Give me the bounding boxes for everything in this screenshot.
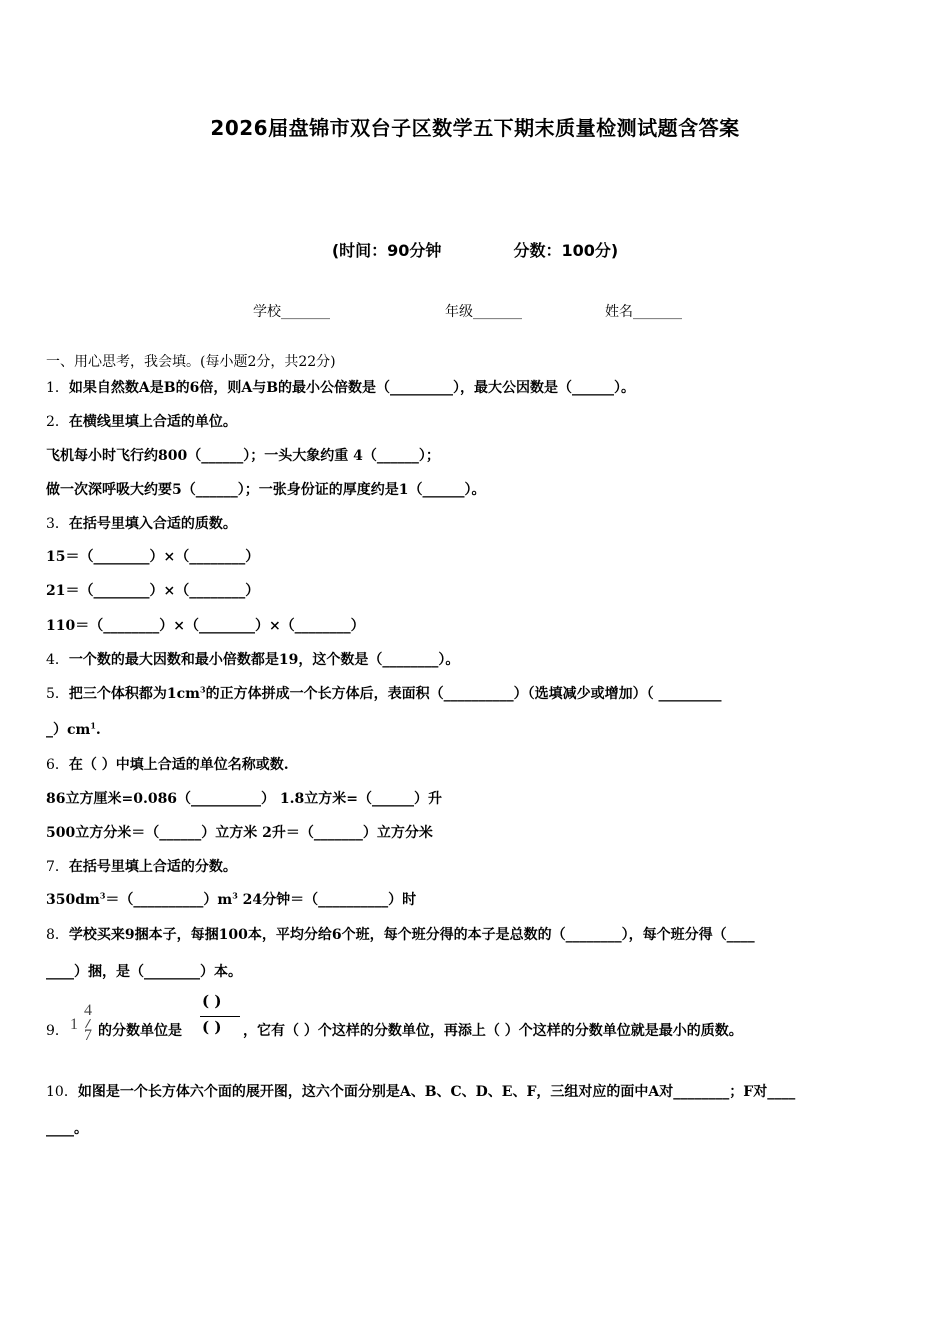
question-text: 350dm (46, 892, 100, 908)
question-5 (46, 683, 721, 703)
question-10-line-2: ____。 (46, 1121, 88, 1137)
question-number: 7． (46, 859, 69, 875)
question-text: ＝（__________）m (105, 892, 233, 908)
mixed-denominator: 7 (84, 1027, 92, 1044)
question-text: 在（ ）中填上合适的单位名称或数. (68, 757, 289, 773)
question-number: 10． (46, 1084, 78, 1100)
question-2-line-2: 做一次深呼吸大约要5（______）；一张身份证的厚度约是1（______）。 (46, 482, 486, 498)
question-text: 如果自然数A是B的6倍，则A与B的最小公倍数是（_________），最大公因数是（______）。 (68, 380, 636, 396)
question-text: 的正方体拼成一个长方体后，表面积（__________）（选填减少或增加）（ _________ (205, 686, 722, 702)
question-3-line-3: 110＝（________）×（________）×（________） (46, 618, 365, 634)
question-9-text-a: 的分数单位是 (98, 1023, 182, 1039)
section-heading: 一、用心思考，我会填。(每小题2分，共22分) (46, 354, 336, 370)
exam-time: (时间：90分钟 (331, 241, 442, 260)
fraction-numerator-blank: ( ) (202, 992, 222, 1010)
school-field[interactable]: 学校_______ (253, 304, 330, 320)
question-10 (46, 1081, 795, 1101)
question-number: 9． (46, 1023, 69, 1039)
question-1 (46, 377, 635, 397)
mixed-whole: 1 (70, 1016, 78, 1033)
exam-score: 分数：100分) (513, 241, 619, 260)
question-number: 8． (46, 927, 69, 943)
question-6 (46, 754, 289, 774)
fraction-denominator-blank: ( ) (202, 1018, 222, 1036)
name-field[interactable]: 姓名_______ (605, 304, 682, 320)
superscript: 3 (200, 684, 206, 695)
question-number: 1． (46, 380, 69, 396)
question-number: 6． (46, 757, 69, 773)
question-text: 学校买来9捆本子，每捆100本，平均分给6个班，每个班分得的本子是总数的（________），每个班分得（____ (68, 927, 755, 943)
grade-field[interactable]: 年级_______ (445, 304, 522, 320)
question-text: _）cm (46, 722, 91, 738)
question-2-line-1: 飞机每小时飞行约800（______）；一头大象约重 4（______）； (46, 448, 440, 464)
question-text: 在横线里填上合适的单位。 (68, 414, 237, 430)
question-text: 如图是一个长方体六个面的展开图，这六个面分别是A、B、C、D、E、F，三组对应的面中A对________；F对____ (77, 1084, 796, 1100)
question-text: 一个数的最大因数和最小倍数都是19，这个数是（________）。 (68, 652, 460, 668)
page-title: 2026届盘锦市双台子区数学五下期末质量检测试题含答案 (210, 116, 740, 140)
question-7 (46, 856, 237, 876)
question-5-line-2 (46, 719, 101, 739)
question-4 (46, 649, 459, 669)
question-number: 2． (46, 414, 69, 430)
superscript: 3 (99, 890, 106, 901)
question-number: 5． (46, 686, 69, 702)
superscript: 3 (232, 890, 238, 901)
question-3 (46, 513, 237, 533)
question-number: 4． (46, 652, 69, 668)
question-6-line-2: 500立方分米＝（______）立方米 2升＝（_______）立方分米 (46, 825, 433, 841)
exam-meta (0, 238, 950, 261)
question-2 (46, 411, 237, 431)
question-text: 在括号里填上合适的分数。 (68, 859, 237, 875)
mixed-fraction (70, 1002, 98, 1048)
question-8 (46, 924, 755, 944)
question-text: 24分钟＝（__________）时 (237, 892, 417, 908)
question-9-text-b: ，它有（ ）个这样的分数单位，再添上（ ）个这样的分数单位就是最小的质数。 (243, 1023, 743, 1039)
question-text: . (95, 722, 101, 738)
question-9-number (46, 1020, 69, 1040)
question-8-line-2: ____）捆，是（________）本。 (46, 964, 242, 980)
question-text: 把三个体积都为1cm (68, 686, 201, 702)
question-3-line-2: 21＝（________）×（________） (46, 583, 260, 599)
question-number: 3． (46, 516, 69, 532)
mixed-numerator: 4 (84, 1002, 92, 1019)
unit-fraction (198, 992, 244, 1044)
question-6-line-1: 86立方厘米=0.086（__________） 1.8立方米=（______）升 (46, 791, 443, 807)
fraction-bar (200, 1016, 240, 1017)
superscript: 1 (90, 720, 96, 731)
question-7-line-1 (46, 889, 416, 909)
question-3-line-1: 15＝（________）×（________） (46, 549, 260, 565)
question-text: 在括号里填入合适的质数。 (68, 516, 237, 532)
